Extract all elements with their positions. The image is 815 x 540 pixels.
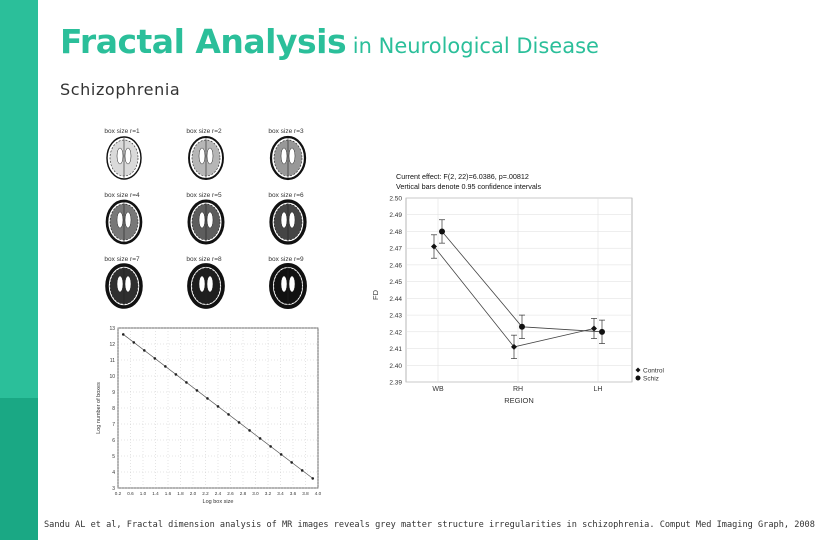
x-tick-label: 0.6 <box>127 491 134 496</box>
brain-ventricle-left <box>281 276 287 292</box>
x-tick-label: 2.8 <box>239 491 247 496</box>
brain-label: box size r=7 <box>104 256 140 263</box>
x-tick-label: 2.0 <box>189 491 197 496</box>
loglog-point <box>259 437 262 440</box>
loglog-point <box>164 365 167 368</box>
x-tick-label: 3.4 <box>277 491 284 496</box>
loglog-point <box>248 429 251 432</box>
x-tick-label: 3.0 <box>252 491 259 496</box>
y-tick-label: 9 <box>112 390 115 396</box>
brain-ventricle-right <box>289 212 295 228</box>
y-tick-label: 4 <box>112 470 115 476</box>
x-tick-label: 3.8 <box>302 491 309 496</box>
y-tick-label: 2.44 <box>389 295 402 303</box>
brain-cell <box>186 256 223 307</box>
y-tick-label: 7 <box>112 422 115 428</box>
brain-cell <box>104 128 141 179</box>
brain-ventricle-right <box>125 276 131 292</box>
loglog-point <box>217 405 220 408</box>
brain-label: box size r=1 <box>104 128 140 135</box>
accent-bar-lower <box>0 398 38 540</box>
y-tick-label: 2.46 <box>389 262 402 270</box>
y-tick-label: 5 <box>112 454 115 460</box>
brain-ventricle-left <box>199 212 205 228</box>
y-tick-label: 11 <box>109 358 115 364</box>
brain-ventricle-right <box>207 212 213 228</box>
title-rest: in Neurological Disease <box>346 34 599 58</box>
loglog-point <box>143 349 146 352</box>
loglog-chart <box>92 322 328 504</box>
brain-ventricle-right <box>289 276 295 292</box>
y-axis-label: Log number of boxes <box>96 382 102 434</box>
loglog-point <box>132 341 135 344</box>
citation-caption: Sandu AL et al, Fractal dimension analysis of MR images reveals grey matter structure irregularities in schizophrenia. Comput Med Imaging Graph, 2008 <box>44 520 815 530</box>
y-tick-label: 2.50 <box>389 195 402 203</box>
x-tick-label: 4.0 <box>314 491 322 496</box>
loglog-point <box>301 469 304 472</box>
data-point <box>439 228 445 234</box>
y-tick-label: 10 <box>109 374 115 380</box>
brain-panel <box>92 122 332 314</box>
y-tick-label: 2.48 <box>389 228 402 236</box>
brain-label: box size r=6 <box>268 192 304 199</box>
y-tick-label: 2.41 <box>389 346 402 354</box>
x-tick-label: 2.4 <box>214 491 222 496</box>
y-tick-label: 13 <box>109 326 115 332</box>
x-tick-label: 2.6 <box>227 491 234 496</box>
brain-ventricle-right <box>125 148 131 164</box>
y-tick-label: 2.45 <box>389 279 402 287</box>
accent-bar <box>0 0 38 540</box>
loglog-point <box>280 453 283 456</box>
brain-label: box size r=4 <box>104 192 140 199</box>
loglog-point <box>122 333 125 336</box>
fd-region-chart <box>358 170 680 412</box>
x-tick-label: LH <box>593 386 603 393</box>
y-tick-label: 2.43 <box>389 312 402 320</box>
loglog-point <box>154 357 157 360</box>
brain-cell <box>268 256 305 307</box>
slide-title <box>60 22 599 61</box>
brain-cell <box>104 192 141 243</box>
loglog-point <box>311 477 314 480</box>
brain-cell <box>268 128 305 179</box>
brain-ventricle-left <box>281 148 287 164</box>
x-tick-label: 2.2 <box>202 491 209 496</box>
x-axis-label: Log box size <box>202 499 234 505</box>
loglog-point <box>269 445 272 448</box>
loglog-point <box>227 413 230 416</box>
chart-title: Current effect: F(2, 22)=6.0386, p=.00812 <box>396 172 529 181</box>
loglog-point <box>196 389 199 392</box>
x-tick-label: 1.0 <box>139 491 147 496</box>
brain-cell <box>104 256 141 307</box>
y-tick-label: 12 <box>109 342 115 348</box>
x-tick-label: 3.2 <box>264 491 272 496</box>
brain-ventricle-right <box>207 276 213 292</box>
brain-ventricle-left <box>199 148 205 164</box>
x-tick-label: 3.6 <box>289 491 297 496</box>
brain-ventricle-left <box>281 212 287 228</box>
y-tick-label: 2.42 <box>389 329 402 337</box>
title-main: Fractal Analysis <box>60 22 347 61</box>
legend-label: Control <box>643 367 664 375</box>
loglog-point <box>290 461 293 464</box>
brain-label: box size r=2 <box>186 128 222 135</box>
y-axis-label: FD <box>371 290 380 300</box>
legend-label: Schiz <box>643 375 659 383</box>
y-tick-label: 2.40 <box>389 362 402 370</box>
y-tick-label: 2.47 <box>389 245 402 253</box>
brain-ventricle-left <box>117 212 123 228</box>
brain-label: box size r=5 <box>186 192 222 199</box>
brain-ventricle-left <box>199 276 205 292</box>
loglog-point <box>206 397 209 400</box>
x-tick-label: 0.2 <box>114 491 122 496</box>
x-tick-label: RH <box>512 386 524 393</box>
brain-cell <box>186 128 223 179</box>
legend-marker <box>636 376 641 381</box>
brain-ventricle-right <box>207 148 213 164</box>
x-tick-label: 1.4 <box>152 491 159 496</box>
brain-cell <box>186 192 223 243</box>
brain-label: box size r=8 <box>186 256 222 263</box>
data-point <box>519 324 525 330</box>
brain-ventricle-left <box>117 148 123 164</box>
loglog-point <box>185 381 188 384</box>
x-tick-label: 1.8 <box>177 491 184 496</box>
brain-ventricle-right <box>125 212 131 228</box>
brain-ventricle-left <box>117 276 123 292</box>
y-tick-label: 6 <box>112 438 115 444</box>
y-tick-label: 8 <box>112 406 115 412</box>
y-tick-label: 2.39 <box>389 379 402 387</box>
x-tick-label: 1.6 <box>164 491 172 496</box>
brain-label: box size r=3 <box>268 128 304 135</box>
x-tick-label: WB <box>432 386 444 393</box>
brain-cell <box>268 192 305 243</box>
chart-subtitle: Vertical bars denote 0.95 confidence intervals <box>396 182 542 191</box>
loglog-point <box>175 373 178 376</box>
y-tick-label: 2.49 <box>389 212 402 220</box>
data-point <box>599 329 605 335</box>
x-axis-label: REGION <box>504 396 534 405</box>
legend-marker <box>636 368 641 373</box>
brain-label: box size r=9 <box>268 256 304 263</box>
brain-ventricle-right <box>289 148 295 164</box>
loglog-point <box>238 421 241 424</box>
y-tick-label: 3 <box>112 486 115 492</box>
slide-subtitle: Schizophrenia <box>60 80 181 99</box>
